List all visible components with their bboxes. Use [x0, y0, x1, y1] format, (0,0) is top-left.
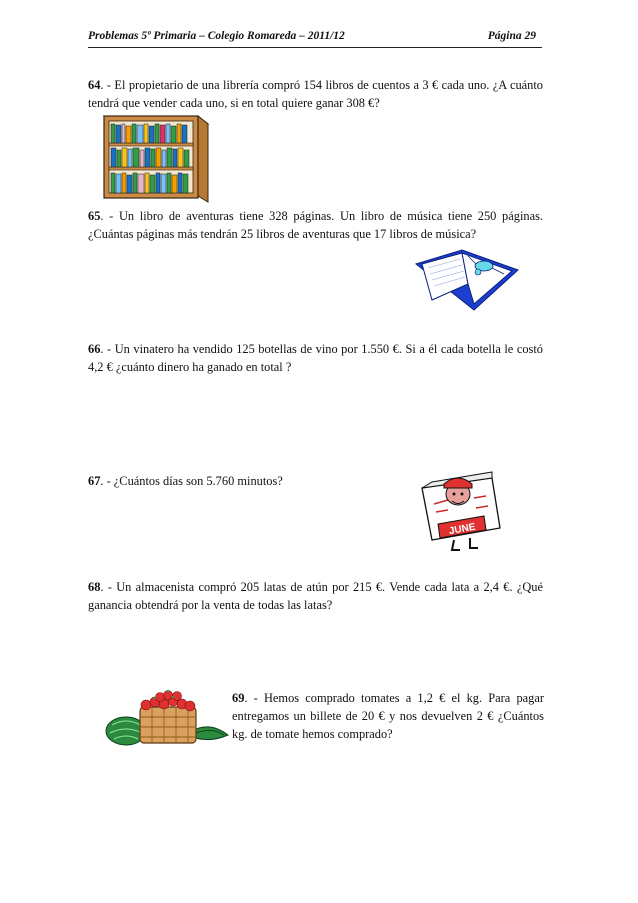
problem-68 [88, 578, 543, 614]
calendar-character-illustration [414, 464, 506, 559]
problem-66 [88, 340, 543, 376]
problem-text: . - El propietario de una librería compró 154 libros de cuentos a 3 € cada uno. ¿A cuánto tendrá que vender cada uno, si en total quiere ganar 308 €? [88, 78, 543, 110]
page-header [88, 29, 542, 48]
open-book-illustration [412, 244, 522, 321]
problem-number: 66 [88, 342, 101, 356]
problem-text: . - Un libro de aventuras tiene 328 páginas. Un libro de música tiene 250 páginas. ¿Cuántas páginas más tendrán 25 libros de aventuras que 17 libros de música? [88, 209, 543, 241]
bookshelf-illustration [100, 112, 212, 209]
problem-number: 69 [232, 691, 245, 705]
vegetables-basket-illustration [102, 687, 230, 756]
problem-text: . - ¿Cuántos días son 5.760 minutos? [100, 474, 283, 488]
problem-65 [88, 207, 543, 243]
calendar-label: JUNE [448, 521, 477, 538]
problem-text: . - Hemos comprado tomates a 1,2 € el kg. Para pagar entregamos un billete de 20 € y nos devuelven 2 € ¿Cuántos kg. de tomate hemos comprado? [232, 691, 544, 741]
problem-64 [88, 76, 543, 112]
problem-number: 68 [88, 580, 101, 594]
problem-text: . - Un almacenista compró 205 latas de atún por 215 €. Vende cada lata a 2,4 €. ¿Qué ganancia obtendrá por la venta de todas las latas? [88, 580, 543, 612]
header-title: Problemas 5º Primaria – Colegio Romareda – 2011/12 [88, 30, 345, 42]
problem-69 [232, 689, 544, 743]
problem-number: 65 [88, 209, 101, 223]
problem-number: 64 [88, 78, 101, 92]
problem-number: 67 [88, 474, 101, 488]
problem-text: . - Un vinatero ha vendido 125 botellas de vino por 1.550 €. Si a él cada botella le costó 4,2 € ¿cuánto dinero ha ganado en total ? [88, 342, 543, 374]
page-number: Página 29 [487, 30, 536, 42]
